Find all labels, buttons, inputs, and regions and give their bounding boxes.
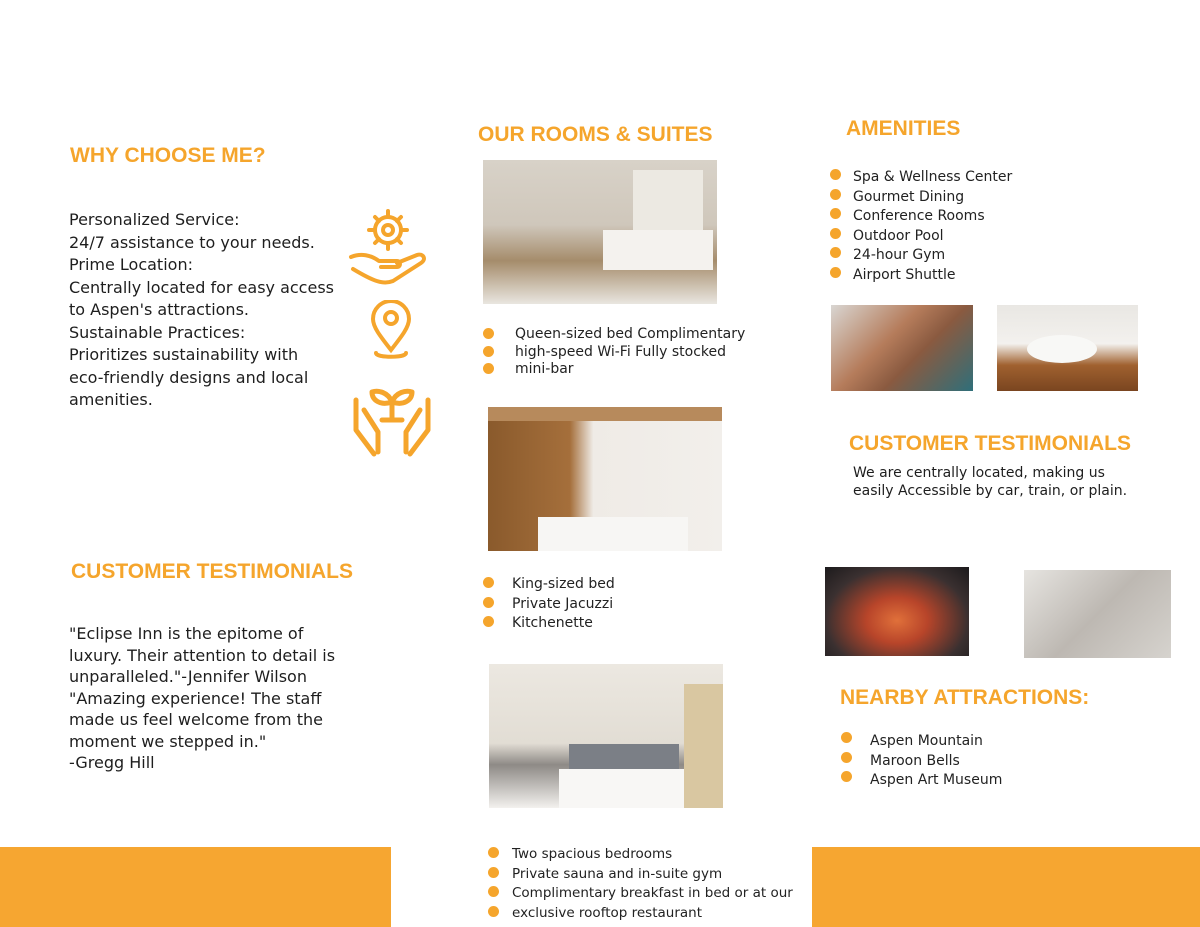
list-item	[483, 595, 615, 615]
text-line: Prioritizes sustainability with	[69, 345, 299, 364]
bullet-icon	[488, 906, 499, 917]
list-item	[830, 207, 1012, 227]
bullet-icon	[830, 189, 841, 200]
bullet-icon	[830, 169, 841, 180]
fountain-statue-photo	[1024, 570, 1171, 658]
bullet-icon	[483, 597, 494, 608]
amenities-list	[830, 168, 1012, 285]
bullet-icon	[488, 847, 499, 858]
bullet-icon	[483, 346, 494, 357]
list-item	[483, 575, 615, 595]
bullet-icon	[830, 267, 841, 278]
room-features-suite	[488, 845, 793, 923]
testimonials-text-left	[69, 623, 335, 774]
list-item-text: Spa & Wellness Center	[853, 169, 1013, 185]
list-item	[841, 752, 1002, 772]
list-item-text: King-sized bed	[512, 576, 615, 592]
text-line: -Gregg Hill	[69, 753, 155, 772]
text-line: unparalleled."-Jennifer Wilson	[69, 667, 307, 686]
list-item-text: Two spacious bedrooms	[512, 846, 673, 862]
carousel-photo	[825, 567, 969, 656]
bullet-icon	[841, 732, 852, 743]
list-item	[841, 771, 1002, 791]
list-item-text: Aspen Mountain	[870, 733, 983, 749]
attractions-list	[841, 732, 1002, 791]
why-choose-text	[69, 209, 334, 412]
list-item	[483, 344, 745, 362]
bullet-icon	[483, 328, 494, 339]
text-line: eco-friendly designs and local	[69, 367, 309, 387]
text-line: easily Accessible by car, train, or plain.	[853, 483, 1128, 499]
bullet-icon	[841, 752, 852, 763]
list-item-text: Queen-sized bed Complimentary	[515, 326, 746, 342]
text-line: Centrally located for easy access	[69, 277, 334, 297]
plant-hands-icon	[352, 380, 432, 458]
list-item-text: Gourmet Dining	[853, 188, 965, 205]
testimonials-heading-right: CUSTOMER TESTIMONIALS	[849, 432, 1131, 455]
list-item	[488, 845, 793, 865]
list-item	[830, 188, 1012, 208]
list-item	[483, 614, 615, 634]
spa-photo	[831, 305, 973, 391]
bullet-icon	[830, 208, 841, 219]
list-item-text: exclusive rooftop restaurant	[512, 904, 703, 921]
gear-hand-icon	[348, 205, 430, 287]
text-line: "Eclipse Inn is the epitome of	[69, 624, 304, 643]
text-line: Sustainable Practices:	[69, 322, 246, 342]
room-photo-suite	[489, 664, 723, 808]
list-item-text: high-speed Wi-Fi Fully stocked	[515, 343, 726, 360]
bullet-icon	[841, 771, 852, 782]
footer-bar-left	[0, 847, 391, 927]
room-features-queen	[483, 326, 745, 379]
room-features-king	[483, 575, 615, 634]
list-item-text: Conference Rooms	[853, 208, 985, 224]
rooms-heading: OUR ROOMS & SUITES	[478, 123, 713, 146]
list-item-text: Complimentary breakfast in bed or at our	[512, 885, 793, 901]
bullet-icon	[483, 616, 494, 627]
text-line: made us feel welcome from the	[69, 710, 323, 729]
bullet-icon	[830, 228, 841, 239]
testimonials-heading-left: CUSTOMER TESTIMONIALS	[71, 560, 353, 583]
bullet-icon	[830, 247, 841, 258]
list-item-text: Private sauna and in-suite gym	[512, 865, 723, 882]
text-line: Prime Location:	[69, 255, 193, 274]
room-photo-queen	[483, 160, 717, 304]
room-photo-king	[488, 407, 722, 551]
text-line: Personalized Service:	[69, 210, 240, 229]
list-item-text: Aspen Art Museum	[870, 772, 1003, 788]
text-line: to Aspen's attractions.	[69, 300, 249, 319]
list-item	[830, 246, 1012, 266]
text-line: "Amazing experience! The staff	[69, 688, 322, 708]
list-item	[488, 904, 793, 924]
text-line: luxury. Their attention to detail is	[69, 645, 336, 665]
list-item	[488, 865, 793, 885]
amenities-heading: AMENITIES	[846, 117, 961, 140]
why-choose-heading: WHY CHOOSE ME?	[70, 144, 266, 167]
text-line: amenities.	[69, 390, 153, 409]
text-line: 24/7 assistance to your needs.	[69, 232, 315, 252]
list-item	[483, 326, 745, 344]
list-item-text: Outdoor Pool	[853, 227, 944, 244]
text-line: We are centrally located, making us	[853, 465, 1105, 481]
bullet-icon	[483, 363, 494, 374]
footer-bar-right	[812, 847, 1200, 927]
attractions-heading: NEARBY ATTRACTIONS:	[840, 686, 1090, 709]
location-pin-icon	[368, 300, 414, 362]
list-item	[841, 732, 1002, 752]
bullet-icon	[488, 867, 499, 878]
text-line: moment we stepped in."	[69, 731, 267, 751]
list-item-text: Airport Shuttle	[853, 266, 956, 283]
list-item	[830, 227, 1012, 247]
list-item	[830, 168, 1012, 188]
list-item-text: Kitchenette	[512, 615, 593, 631]
list-item-text: 24-hour Gym	[853, 247, 946, 263]
list-item-text: mini-bar	[515, 361, 574, 377]
list-item	[483, 361, 745, 379]
list-item-text: Private Jacuzzi	[512, 595, 614, 612]
list-item	[830, 266, 1012, 286]
jacuzzi-photo	[997, 305, 1138, 391]
location-text	[853, 464, 1127, 500]
bullet-icon	[488, 886, 499, 897]
list-item	[488, 884, 793, 904]
bullet-icon	[483, 577, 494, 588]
list-item-text: Maroon Bells	[870, 752, 960, 769]
